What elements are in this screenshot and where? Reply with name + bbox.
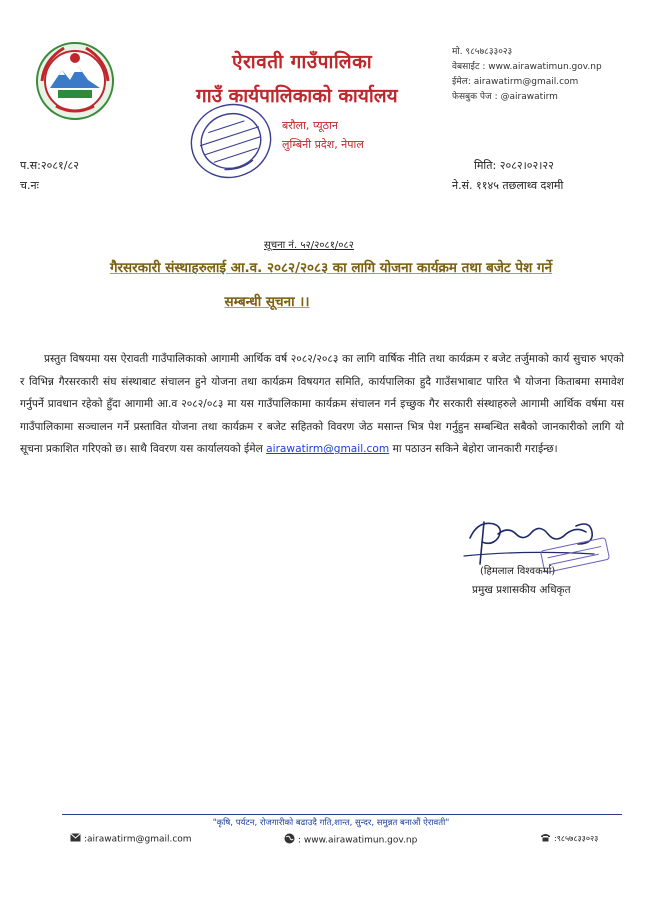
footer-website-text[interactable]: : www.airawatimun.gov.np — [298, 835, 418, 846]
contact-website: वेबसाईट : www.airawatimun.gov.np — [452, 62, 602, 72]
org-title: ऐरावती गाउँपालिका — [232, 51, 373, 73]
notice-subject-line1 — [0, 258, 662, 276]
contact-facebook: फेसबुक पेज : @airawatirm — [452, 92, 558, 102]
telephone-icon — [540, 833, 551, 844]
org-address-line2: लुम्बिनी प्रदेश, नेपाल — [282, 138, 364, 151]
globe-icon — [284, 833, 295, 847]
org-subtitle: गाउँ कार्यपालिकाको कार्यालय — [196, 85, 398, 107]
contact-phone: मो. ९८५७८३३०२३ — [452, 47, 513, 57]
envelope-icon — [70, 833, 81, 845]
contact-email: ईमेल: airawatirm@gmail.com — [452, 77, 579, 87]
notice-body-email-prefix: साथै विवरण यस कार्यालयको ईमेल — [130, 443, 267, 456]
notice-body-email-suffix: मा पठाउन सकिने बेहोरा जानकारी गराईन्छ। — [389, 443, 558, 456]
patra-sankhya: प.स:२०८१/८२ — [20, 159, 79, 172]
office-stamp-seal — [186, 96, 276, 186]
notice-subject-line1-text: गैरसरकारी संस्थाहरुलाई आ.व. २०८२/२०८३ का लागि योजना कार्यक्रम तथा बजेट पेश गर्ने — [109, 260, 553, 276]
footer-email — [70, 833, 192, 845]
org-address-line1: बरौला, प्यूठान — [282, 119, 338, 132]
notice-number: सूचना नं. ५२/२०८१/०८२ — [264, 240, 354, 251]
notice-body — [20, 348, 624, 461]
notice-body-paragraph — [20, 348, 624, 461]
letter-date: मिति: २०८२।०२।२२ — [474, 159, 554, 172]
nepal-sambat-date: ने.सं. ११४५ तछलाथ्व दशमी — [452, 179, 564, 192]
office-email-link[interactable]: airawatirm@gmail.com — [266, 443, 390, 456]
notice-subject-line2 — [0, 292, 598, 310]
notice-body-main: प्रस्तुत विषयमा यस ऐरावती गाउँपालिकाको आगामी आर्थिक वर्ष २०८२/२०८३ का लागि वार्षिक नीति तथा कार्यक्रम र बजेट तर्जुमाको कार्य सुचारु भएको र विभिन्न गैरसरकारी संघ संस्थाबाट संचालन हुने योजना तथा कार्यक्रम विषयगत समिति, कार्यपालिका हुदै गाउँसभाबाट पारित भै योजना किताबमा समावेश गर्नुपर्ने प्रावधान रहेको हुँदा आगामी आ.व २०८२/०८३ मा यस गाउँपालिकामा कार्यक्रम संचालन गर्न इच्छुक गैर सरकारी संस्थाहरुले आगामी आर्थिक वर्षमा यस गाउँपालिकामा सञ्चालन गर्ने प्रस्तावित योजना तथा कार्यक्रम र बजेट सहितको विवरण जेठ मसान्त भित्र पेश गर्नुहुन सम्बन्धित सबैको जानकारीको लागि यो सूचना प्रकाशित गरिएको छ। — [20, 353, 624, 456]
chalani-number: च.नः — [20, 179, 39, 192]
footer-website — [284, 833, 417, 847]
footer-phone — [540, 833, 598, 844]
footer-divider — [62, 814, 622, 815]
footer-phone-text: :९८५७८३३०२३ — [554, 834, 599, 843]
signatory-title: प्रमुख प्रशासकीय अधिकृत — [472, 584, 571, 596]
footer-slogan: "कृषि, पर्यटन, रोजगारीको बढाउदै गति,शान्त, सुन्दर, समुन्नत बनाऔं ऐरावती" — [212, 818, 450, 828]
municipality-emblem-logo — [34, 40, 116, 122]
footer-email-text[interactable]: :airawatirm@gmail.com — [84, 834, 192, 845]
notice-subject-line2-text: सम्बन्धी सूचना ।। — [224, 294, 310, 310]
signatory-name: (हिमलाल विश्वकर्मा) — [480, 566, 556, 577]
